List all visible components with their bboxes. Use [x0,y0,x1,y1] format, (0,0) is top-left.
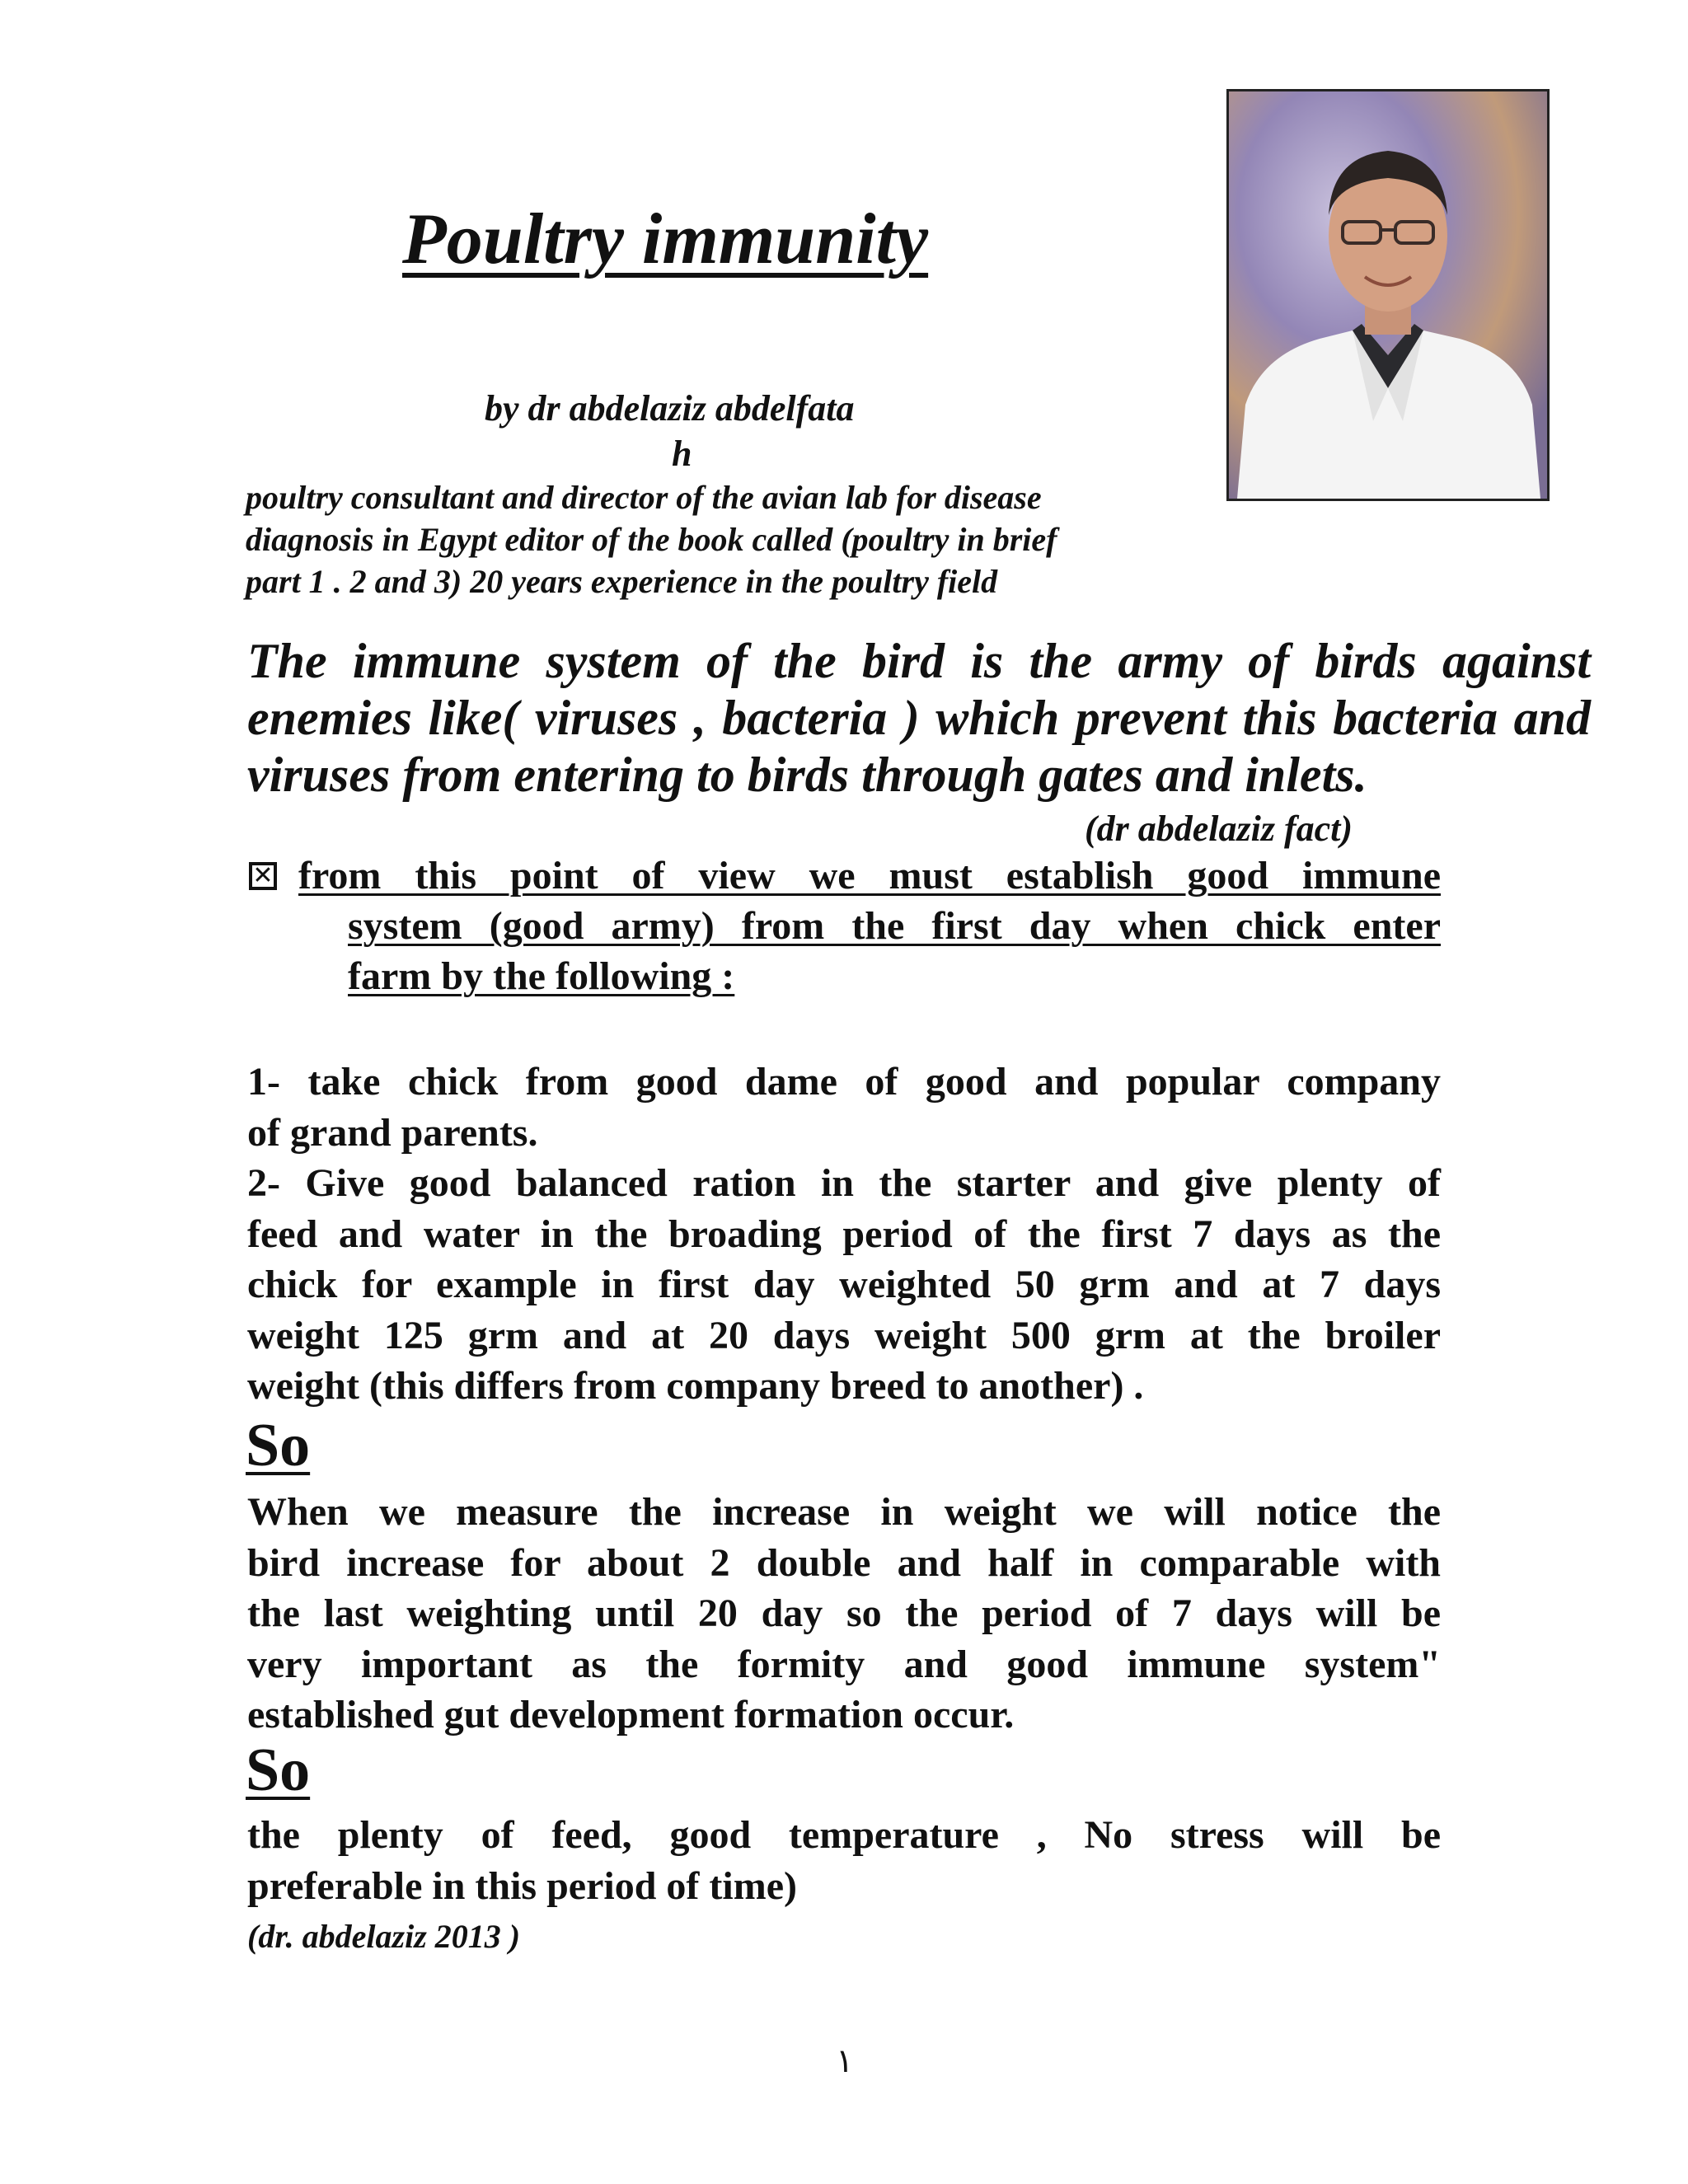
paragraph-line: When we measure the increase in weight we will notice the [247,1490,1441,1534]
intro-line: The immune system of the bird is the army of birds against [247,634,1591,688]
paragraph-line: very important as the formity and good immune system" [247,1642,1441,1686]
author-photo [1226,89,1550,501]
document-title: Poultry immunity [402,199,929,279]
signature: (dr. abdelaziz 2013 ) [247,1918,521,1955]
step-line: weight 125 grm and at 20 days weight 500 grm at the broiler [247,1313,1441,1357]
so-heading: So [246,1412,311,1479]
step-line: 2- Give good balanced ration in the starter and give plenty of [247,1161,1441,1205]
paragraph-line: the last weighting until 20 day so the period of 7 days will be [247,1591,1441,1635]
bullet-line: system (good army) from the first day when chick enter [348,904,1441,948]
paragraph-line: the plenty of feed, good temperature , No stress will be [247,1813,1441,1857]
intro-line: viruses from entering to birds through gates and inlets. [247,748,1367,802]
author-bio-line: part 1 . 2 and 3) 20 years experience in the poultry field [246,563,998,600]
intro-line: enemies like( viruses , bacteria ) which prevent this bacteria and [247,691,1591,745]
step-line: of grand parents. [247,1110,538,1155]
conclusion-paragraph [247,1810,1441,1911]
intro-paragraph [247,633,1591,804]
author-bio [246,476,1160,602]
paragraph-line: preferable in this period of time) [247,1863,798,1908]
author-portrait-image [1229,91,1547,499]
page-number: ١ [836,2042,854,2080]
step-line: weight (this differs from company breed to another) . [247,1364,1144,1408]
step-line: chick for example in first day weighted 50 grm and at 7 days [247,1263,1441,1306]
intro-attribution: (dr abdelaziz fact) [1085,808,1353,849]
author-name-continued: h [672,434,692,474]
paragraph-line: bird increase for about 2 double and half in comparable with [247,1540,1441,1585]
step-line: 1- take chick from good dame of good and popular company [247,1060,1441,1104]
weight-paragraph [247,1487,1441,1741]
so-heading: So [246,1736,311,1804]
bullet-line: farm by the following : [348,954,735,998]
author-bio-line: diagnosis in Egypt editor of the book called (poultry in brief [246,521,1057,558]
step-line: feed and water in the broading period of the first 7 days as the [247,1212,1441,1256]
bullet-line: from this point of view we must establish good immune [298,854,1441,898]
checkbox-x-icon: ✕ [249,862,277,890]
author-bio-line: poultry consultant and director of the avian lab for disease [246,479,1042,516]
author-name: by dr abdelaziz abdelfata [485,388,855,429]
paragraph-line: established gut development formation occur. [247,1693,1015,1736]
steps-paragraph [247,1057,1441,1412]
